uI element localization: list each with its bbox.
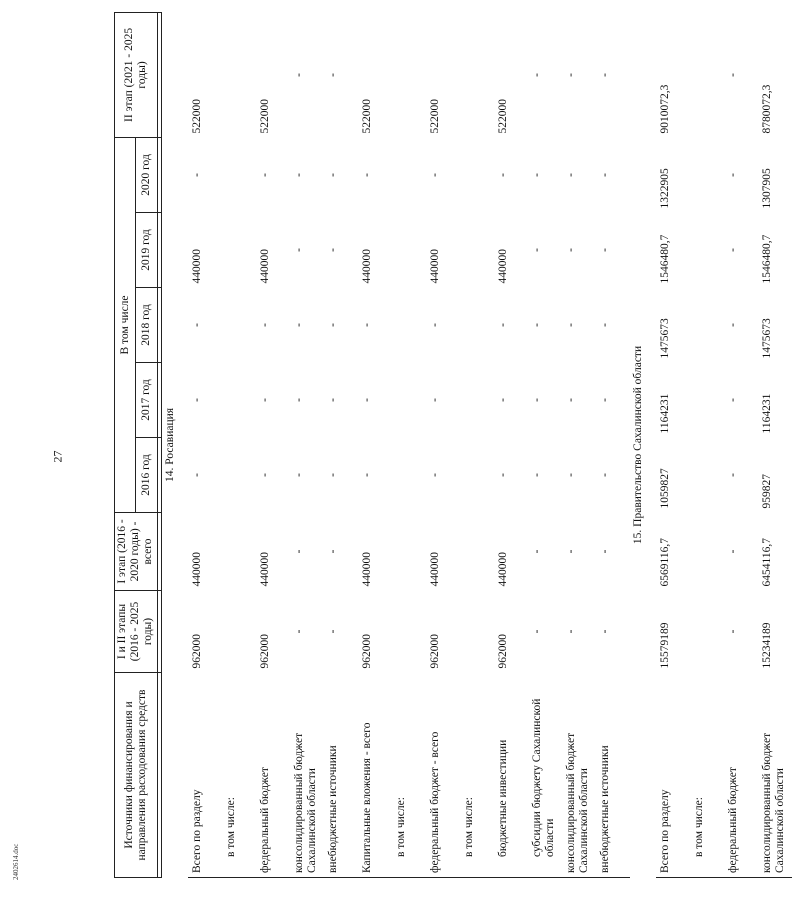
table-cell bbox=[392, 12, 426, 137]
table-cell bbox=[222, 288, 256, 363]
table-cell: 522000 bbox=[428, 98, 441, 134]
header-year-2019: 2019 год bbox=[136, 213, 157, 288]
table-cell: - bbox=[598, 398, 611, 402]
table-row bbox=[528, 12, 562, 877]
table-cell: 440000 bbox=[190, 249, 203, 284]
table-row bbox=[256, 12, 290, 877]
table-cell: 522000 bbox=[258, 98, 271, 134]
row-label: федеральный бюджет bbox=[724, 673, 758, 878]
table-row bbox=[392, 12, 426, 877]
table-cell: - bbox=[530, 323, 543, 327]
row-label: субсидии бюджету Сахалинской области bbox=[528, 673, 562, 878]
table-cell: - bbox=[292, 629, 305, 634]
table-cell: - bbox=[190, 323, 203, 327]
row-label: бюджетные инвестиции bbox=[494, 673, 528, 878]
table-cell: - bbox=[292, 473, 305, 477]
table-cell bbox=[392, 438, 426, 513]
table-cell: - bbox=[726, 629, 739, 634]
table-row bbox=[290, 12, 324, 877]
table-cell: 440000 bbox=[496, 552, 509, 587]
table-cell: - bbox=[360, 323, 373, 327]
header-total: I и II этапы (2016 - 2025 годы) bbox=[115, 591, 158, 673]
table-cell: - bbox=[258, 473, 271, 477]
table-cell: - bbox=[326, 323, 339, 327]
table-cell bbox=[392, 137, 426, 212]
header-stage2: II этап (2021 - 2025 годы) bbox=[115, 12, 158, 137]
table-cell: - bbox=[530, 473, 543, 477]
table-cell: - bbox=[292, 549, 305, 554]
table-row bbox=[656, 12, 690, 877]
table-cell: - bbox=[598, 323, 611, 327]
table-cell: - bbox=[726, 248, 739, 252]
header-source: Источники финансирования и направления расходования средств bbox=[115, 673, 158, 878]
table-cell: 1059827 bbox=[658, 468, 671, 509]
table-cell: - bbox=[326, 248, 339, 252]
table-cell: - bbox=[564, 323, 577, 327]
section-title-row bbox=[161, 12, 188, 877]
table-cell bbox=[222, 137, 256, 212]
table-cell: 6569116,7 bbox=[658, 538, 671, 587]
table-cell: - bbox=[190, 173, 203, 177]
table-cell bbox=[460, 137, 494, 212]
row-label: Капитальные вложения - всего bbox=[358, 673, 392, 878]
table-cell bbox=[690, 12, 724, 137]
table-cell bbox=[222, 213, 256, 288]
table-cell: 962000 bbox=[428, 634, 441, 669]
table-cell: 15579189 bbox=[658, 622, 671, 669]
table-cell: - bbox=[598, 73, 611, 77]
table-cell bbox=[690, 288, 724, 363]
table-cell: - bbox=[326, 473, 339, 477]
table-cell: 440000 bbox=[190, 552, 203, 587]
table-cell: 9010072,3 bbox=[658, 84, 671, 134]
table-cell: - bbox=[726, 549, 739, 554]
table-row bbox=[460, 12, 494, 877]
table-cell: - bbox=[190, 398, 203, 402]
table-cell bbox=[460, 438, 494, 513]
table-cell: - bbox=[496, 473, 509, 477]
table-cell: - bbox=[564, 173, 577, 177]
table-cell: 1546480,7 bbox=[760, 234, 773, 284]
row-label: в том числе: bbox=[392, 673, 426, 878]
table-cell: - bbox=[530, 73, 543, 77]
table-cell bbox=[222, 513, 256, 591]
row-label: внебюджетные источники bbox=[324, 673, 358, 878]
table-cell: 962000 bbox=[496, 634, 509, 669]
table-cell bbox=[690, 137, 724, 212]
row-label: консолидированный бюджет Сахалинской области bbox=[562, 673, 596, 878]
table-row bbox=[562, 12, 596, 877]
table-cell: - bbox=[326, 629, 339, 634]
header-year-2016: 2016 год bbox=[136, 438, 157, 513]
table-cell bbox=[690, 438, 724, 513]
row-label: в том числе: bbox=[690, 673, 724, 878]
table-cell: - bbox=[726, 173, 739, 177]
table-cell: - bbox=[190, 473, 203, 477]
table-cell: 440000 bbox=[258, 552, 271, 587]
table-cell: 440000 bbox=[428, 552, 441, 587]
section-title: 14. Росавиация bbox=[163, 407, 176, 482]
table-cell bbox=[392, 363, 426, 438]
row-label: консолидированный бюджет Сахалинской области bbox=[290, 673, 324, 878]
table-cell: - bbox=[258, 173, 271, 177]
table-row bbox=[358, 12, 392, 877]
table-cell: 1546480,7 bbox=[658, 234, 671, 284]
table-cell bbox=[392, 591, 426, 673]
table-cell bbox=[222, 591, 256, 673]
header-stage1: I этап (2016 - 2020 годы) - всего bbox=[115, 513, 158, 591]
table-cell bbox=[222, 363, 256, 438]
table-cell: - bbox=[726, 473, 739, 477]
header-year-2020: 2020 год bbox=[136, 137, 157, 212]
table-cell: 440000 bbox=[360, 552, 373, 587]
table-cell: - bbox=[598, 248, 611, 252]
table-cell: - bbox=[428, 398, 441, 402]
table-cell: - bbox=[564, 73, 577, 77]
row-label: внебюджетные источники bbox=[596, 673, 630, 878]
table-cell: - bbox=[598, 473, 611, 477]
section-title-row bbox=[630, 12, 656, 877]
row-label: федеральный бюджет - всего bbox=[426, 673, 460, 878]
table-cell bbox=[222, 12, 256, 137]
table-cell: - bbox=[530, 549, 543, 554]
table-cell bbox=[690, 213, 724, 288]
row-label: консолидированный бюджет Сахалинской области bbox=[758, 673, 792, 878]
table-cell: 962000 bbox=[360, 634, 373, 669]
row-label: Всего по разделу bbox=[656, 673, 690, 878]
table-cell: - bbox=[428, 473, 441, 477]
row-label: Всего по разделу bbox=[188, 673, 222, 878]
table-cell: 1164231 bbox=[760, 393, 773, 434]
table-cell: - bbox=[292, 73, 305, 77]
table-row bbox=[188, 12, 222, 877]
section-title: 15. Правительство Сахалинской области bbox=[631, 345, 644, 545]
table-cell bbox=[392, 213, 426, 288]
table-cell: 8780072,3 bbox=[760, 84, 773, 134]
table-cell bbox=[460, 12, 494, 137]
table-cell: - bbox=[598, 173, 611, 177]
table-cell: - bbox=[564, 248, 577, 252]
table-cell: - bbox=[326, 549, 339, 554]
table-cell: 962000 bbox=[258, 634, 271, 669]
table-cell: - bbox=[496, 323, 509, 327]
table-cell: - bbox=[326, 173, 339, 177]
table-cell: - bbox=[428, 173, 441, 177]
table-cell: - bbox=[598, 549, 611, 554]
table-cell: 522000 bbox=[496, 98, 509, 134]
table-cell: 522000 bbox=[360, 98, 373, 134]
table-cell: - bbox=[360, 173, 373, 177]
table-row bbox=[494, 12, 528, 877]
table-cell: - bbox=[564, 549, 577, 554]
table-cell bbox=[460, 288, 494, 363]
table-cell: - bbox=[564, 473, 577, 477]
table-cell: 440000 bbox=[428, 249, 441, 284]
table-row bbox=[324, 12, 358, 877]
table-cell: - bbox=[360, 473, 373, 477]
table-cell: - bbox=[292, 173, 305, 177]
table-cell: 1475673 bbox=[658, 318, 671, 359]
table-cell: - bbox=[726, 323, 739, 327]
table-cell: 1475673 bbox=[760, 318, 773, 359]
table-cell: - bbox=[496, 398, 509, 402]
document-footer: 2402614.doc bbox=[12, 843, 20, 880]
table-cell bbox=[690, 591, 724, 673]
table-cell: 15234189 bbox=[760, 622, 773, 669]
table-cell: 522000 bbox=[190, 98, 203, 134]
table-cell: - bbox=[258, 398, 271, 402]
table-cell: - bbox=[564, 629, 577, 634]
table-cell: 1164231 bbox=[658, 393, 671, 434]
table-cell bbox=[222, 438, 256, 513]
table-cell: - bbox=[292, 398, 305, 402]
row-label: в том числе: bbox=[460, 673, 494, 878]
table-cell bbox=[690, 513, 724, 591]
table-cell: - bbox=[530, 248, 543, 252]
header-row bbox=[115, 12, 136, 877]
header-in-that-group: В том числе bbox=[115, 137, 136, 512]
table-cell: 440000 bbox=[258, 249, 271, 284]
table-row bbox=[426, 12, 460, 877]
table-cell: 440000 bbox=[360, 249, 373, 284]
table-body bbox=[161, 12, 792, 877]
table-cell bbox=[392, 513, 426, 591]
table-cell: - bbox=[292, 323, 305, 327]
table-row bbox=[222, 12, 256, 877]
table-cell: - bbox=[326, 73, 339, 77]
table-cell: - bbox=[726, 398, 739, 402]
table-cell: 6454116,7 bbox=[760, 538, 773, 587]
table-cell bbox=[460, 363, 494, 438]
table-cell: - bbox=[564, 398, 577, 402]
table-cell: 959827 bbox=[760, 474, 773, 509]
table-cell: - bbox=[326, 398, 339, 402]
table-cell bbox=[690, 363, 724, 438]
table-cell bbox=[460, 213, 494, 288]
row-label: в том числе: bbox=[222, 673, 256, 878]
table-row bbox=[690, 12, 724, 877]
table-cell: 1322905 bbox=[658, 168, 671, 209]
funding-table bbox=[114, 12, 792, 878]
table-row bbox=[724, 12, 758, 877]
table-cell bbox=[460, 591, 494, 673]
row-label: федеральный бюджет bbox=[256, 673, 290, 878]
table-cell: 440000 bbox=[496, 249, 509, 284]
table-cell: - bbox=[530, 173, 543, 177]
page-number: 27 bbox=[50, 450, 65, 463]
header-year-2017: 2017 год bbox=[136, 363, 157, 438]
table-row bbox=[596, 12, 630, 877]
table-cell: - bbox=[598, 629, 611, 634]
table-cell: - bbox=[496, 173, 509, 177]
table-cell: - bbox=[726, 73, 739, 77]
header-year-2018: 2018 год bbox=[136, 288, 157, 363]
table-cell bbox=[392, 288, 426, 363]
table-cell: 962000 bbox=[190, 634, 203, 669]
table-cell: - bbox=[360, 398, 373, 402]
table-cell: 1307905 bbox=[760, 168, 773, 209]
rotated-page-content bbox=[114, 13, 786, 878]
table-cell: - bbox=[530, 398, 543, 402]
table-row bbox=[758, 12, 792, 877]
table-cell: - bbox=[428, 323, 441, 327]
table-cell bbox=[460, 513, 494, 591]
table-cell: - bbox=[530, 629, 543, 634]
table-cell: - bbox=[258, 323, 271, 327]
table-cell: - bbox=[292, 248, 305, 252]
